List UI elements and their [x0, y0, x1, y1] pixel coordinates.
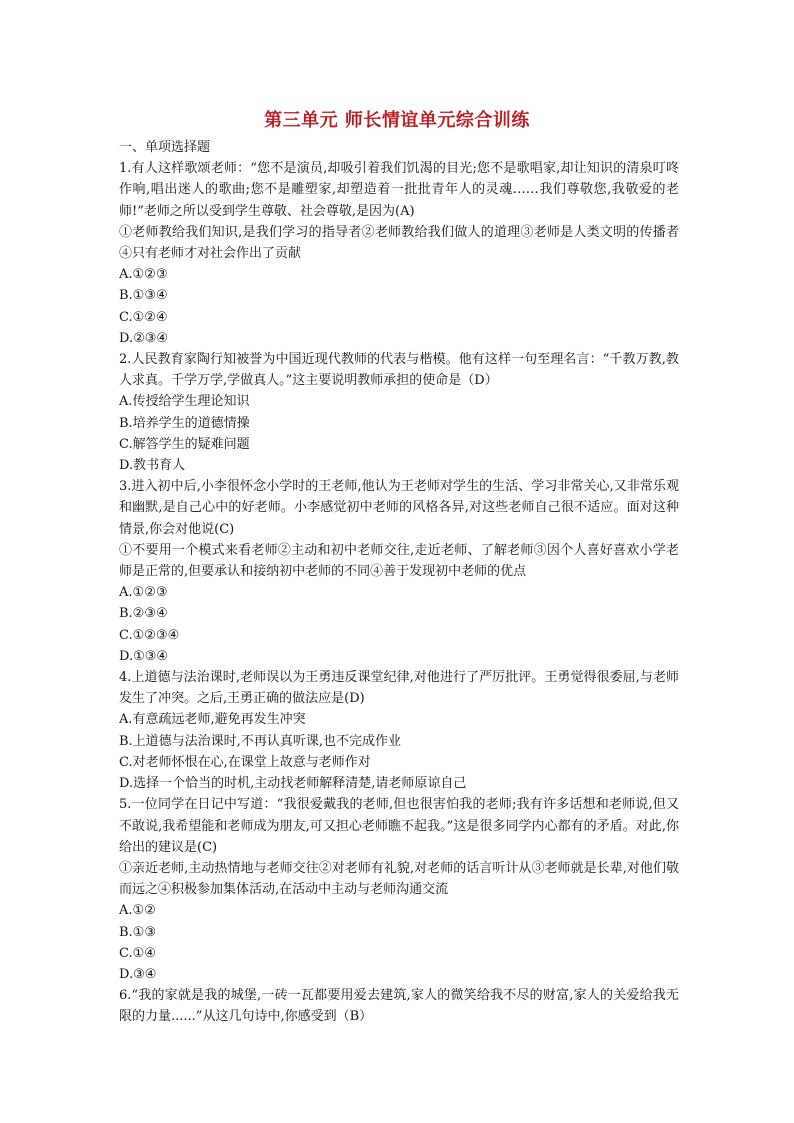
option-b: B.①③ [119, 924, 156, 940]
option-b: B.上道德与法治课时,不再认真听课,也不完成作业 [119, 733, 401, 749]
option-c: C.①②④ [119, 309, 168, 325]
question-stem: 6.“我的家就是我的城堡,一砖一瓦都要用爱去建筑,家人的微笑给我不尽的财富,家人的关爱给我无限的力量......”从这几句诗中,你感受到（B） [119, 988, 679, 1025]
question-stem: 4.上道德与法治课时,老师误以为王勇违反课堂纪律,对他进行了严厉批评。王勇觉得很委屈,与老师发生了冲突。之后,王勇正确的做法应是(D) [119, 670, 679, 707]
question-stem: 2.人民教育家陶行知被誉为中国近现代教师的代表与楷模。他有这样一句至理名言：“千教万教,教人求真。千学万学,学做真人。”这主要说明教师承担的使命是（D） [119, 352, 679, 389]
option-c: C.解答学生的疑难问题 [119, 436, 250, 452]
option-d: D.③④ [119, 966, 157, 982]
document-body [119, 137, 679, 1028]
question-3 [119, 476, 679, 667]
question-2 [119, 349, 679, 476]
question-statements: ①老师教给我们知识,是我们学习的指导者②老师教给我们做人的道理③老师是人类文明的传播者④只有老师才对社会作出了贡献 [119, 224, 679, 262]
question-stem: 1.有人这样歌颂老师：“您不是演员,却吸引着我们饥渴的目光;您不是歌唱家,却让知识的清泉叮咚作响,唱出迷人的歌曲;您不是雕塑家,却塑造着一批批青年人的灵魂……我们尊敬您,我敬爱的老师!”老师之所以受到学生尊敬、社会尊敬,是因为(A) [119, 161, 679, 219]
option-c: C.①④ [119, 945, 156, 961]
option-d: D.①③④ [119, 648, 169, 664]
option-a: A.传授给学生理论知识 [119, 394, 250, 410]
question-5 [119, 794, 679, 985]
option-d: D.②③④ [119, 330, 169, 346]
option-a: A.①②③ [119, 585, 168, 601]
question-statements: ①亲近老师,主动热情地与老师交往②对老师有礼貌,对老师的话言听计从③老师就是长辈,对他们敬而远之④积极参加集体活动,在活动中主动与老师沟通交流 [119, 860, 679, 898]
option-a: A.有意疏远老师,避免再发生冲突 [119, 712, 306, 728]
option-b: B.②③④ [119, 606, 168, 622]
option-c: C.①②③④ [119, 627, 180, 643]
page-title: 第三单元 师长情谊单元综合训练 [264, 110, 530, 131]
question-stem: 5.一位同学在日记中写道：“我很爱戴我的老师,但也很害怕我的老师;我有许多话想和老师说,但又不敢说,我希望能和老师成为朋友,可又担心老师瞧不起我。”这是很多同学内心都有的矛盾。对此,你给出的建议是(C) [119, 797, 679, 855]
option-a: A.①②③ [119, 267, 168, 283]
option-b: B.①③④ [119, 288, 168, 304]
option-a: A.①② [119, 903, 156, 919]
question-statements: ①不要用一个模式来看老师②主动和初中老师交往,走近老师、了解老师③因个人喜好喜欢小学老师是正常的,但要承认和接纳初中老师的不同④善于发现初中老师的优点 [119, 542, 679, 580]
section-heading: 一、单项选择题 [119, 140, 211, 155]
option-b: B.培养学生的道德情操 [119, 415, 250, 431]
option-c: C.对老师怀恨在心,在课堂上故意与老师作对 [119, 754, 371, 770]
question-4 [119, 667, 679, 794]
question-1 [119, 158, 679, 349]
question-6 [119, 985, 679, 1027]
option-d: D.选择一个恰当的时机,主动找老师解释清楚,请老师原谅自己 [119, 776, 467, 792]
question-stem: 3.进入初中后,小李很怀念小学时的王老师,他认为王老师对学生的生活、学习非常关心,又非常乐观和幽默,是自己心中的好老师。小李感觉初中老师的风格各异,对这些老师自己很不适应。面对这种情景,你会对他说(C) [119, 479, 679, 537]
option-d: D.教书育人 [119, 458, 186, 474]
